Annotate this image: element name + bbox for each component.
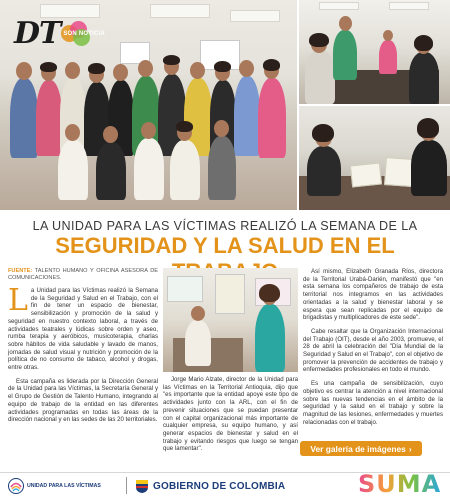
source-text: TALENTO HUMANO Y OFICINA ASESORA DE COMUNICACIONES. bbox=[8, 268, 158, 281]
paragraph: Así mismo, Elizabeth Granada Ríos, directora de la Territorial Urabá-Darién, manifestó que "en esta semana los compañeros de trabajo de esta territorial nos integramos en las actividades orientadas a la salud y bienestar laboral y se espera que sean replicadas por el equipo de brigadistas y multiplicadores de este sede". bbox=[303, 268, 443, 322]
gobierno-colombia-logo bbox=[134, 478, 285, 494]
dt-logo bbox=[14, 16, 105, 51]
headline-line-1: LA UNIDAD PARA LAS VÍCTIMAS REALIZÓ LA SEMANA DE LA bbox=[32, 219, 418, 233]
paragraph bbox=[8, 283, 158, 372]
suma-logo-text: SUMA bbox=[358, 470, 442, 498]
drop-cap: L bbox=[8, 283, 28, 318]
director-photo bbox=[163, 268, 298, 372]
view-gallery-label: Ver galería de imágenes bbox=[310, 443, 406, 454]
colombia-shield-icon bbox=[134, 478, 150, 494]
gobierno-colombia-label: GOBIERNO DE COLOMBIA bbox=[153, 480, 286, 492]
article-column-1 bbox=[8, 268, 158, 430]
source-credit bbox=[8, 268, 158, 282]
paragraph: Es una campaña de sensibilización, cuyo objetivo es centrar la atención a nivel internacional sobre las nuevas tendencias en el ámbito de la seguridad y la salud en el trabajo y sobre la magnitud de las lesiones, enfermedades y muertes relacionadas con el trabajo. bbox=[303, 380, 443, 426]
article-column-3 bbox=[303, 268, 443, 432]
source-label: FUENTE: bbox=[8, 268, 33, 274]
paragraph-text: a Unidad para las Víctimas realizó la Semana de la Seguridad y Salud en el Trabajo, con el fin de tener un espacio de bienestar, sensibilización y promoción de la salud y seguridad en nuestro contexto laboral, a través de actividades teatrales y lúdicas sobre orden y aseo, rumba terapia y aeróbicos, musicoterapia, charlas sobre hábitos de vida saludable y lavado de manos, jornadas de salud visual y nutrición y promoción de la política de no consumo de tabaco, alcohol y drogas, entre otras. bbox=[8, 287, 158, 372]
article-column-2 bbox=[163, 376, 298, 459]
dt-logo-text: DT bbox=[14, 16, 61, 51]
view-gallery-button[interactable] bbox=[300, 441, 422, 456]
meeting-photo-top bbox=[299, 0, 450, 104]
dt-logo-dots-icon bbox=[61, 21, 105, 47]
unidad-emblem-icon bbox=[8, 478, 24, 494]
chevron-right-icon: › bbox=[408, 443, 412, 454]
headline-line-2: SEGURIDAD Y LA SALUD EN EL bbox=[55, 233, 395, 258]
meeting-photo-bottom bbox=[299, 106, 450, 210]
suma-logo bbox=[354, 468, 444, 498]
unidad-victimas-label: UNIDAD PARA LAS VÍCTIMAS bbox=[27, 483, 101, 489]
dt-logo-tag: SON NOTICIA bbox=[63, 30, 105, 37]
footer-logo-divider bbox=[126, 477, 127, 494]
paragraph: Cabe resaltar que la Organización Internacional del Trabajo (OIT), desde el año 2003, promueve, el 28 de abril la celebración del "Día Mundial de la Seguridad y Salud en el Trabajo", con el objetivo de promover la prevención de accidentes de trabajo y enfermedades profesionales en todo el mundo. bbox=[303, 327, 443, 374]
group-photo bbox=[0, 0, 297, 210]
paragraph: Esta campaña es liderada por la Dirección General de la Unidad para las Víctimas, la Secretaría General y el Grupo de Gestión de Talento Humano, integrando al equipo de trabajo de la entidad en las diferentes actividades programadas en todas las áreas de la dirección nacional y en las sedes de las 20 territoriales. bbox=[8, 377, 158, 424]
unidad-victimas-logo bbox=[8, 478, 101, 494]
paragraph: Jorge Mario Alzate, director de la Unidad para las Víctimas en la Territorial Antioquia, dijo que "es importante que la entidad apoye este tipo de actividades junto con la ARL, con el fin de prevenir situaciones que se puedan presentar con el capital organizacional más importante de cualquier empresa, su equipo humano, y así generar espacios de bienestar y salud en el trabajo y evitando riesgos que luego se tengan que lamentar". bbox=[163, 376, 298, 453]
